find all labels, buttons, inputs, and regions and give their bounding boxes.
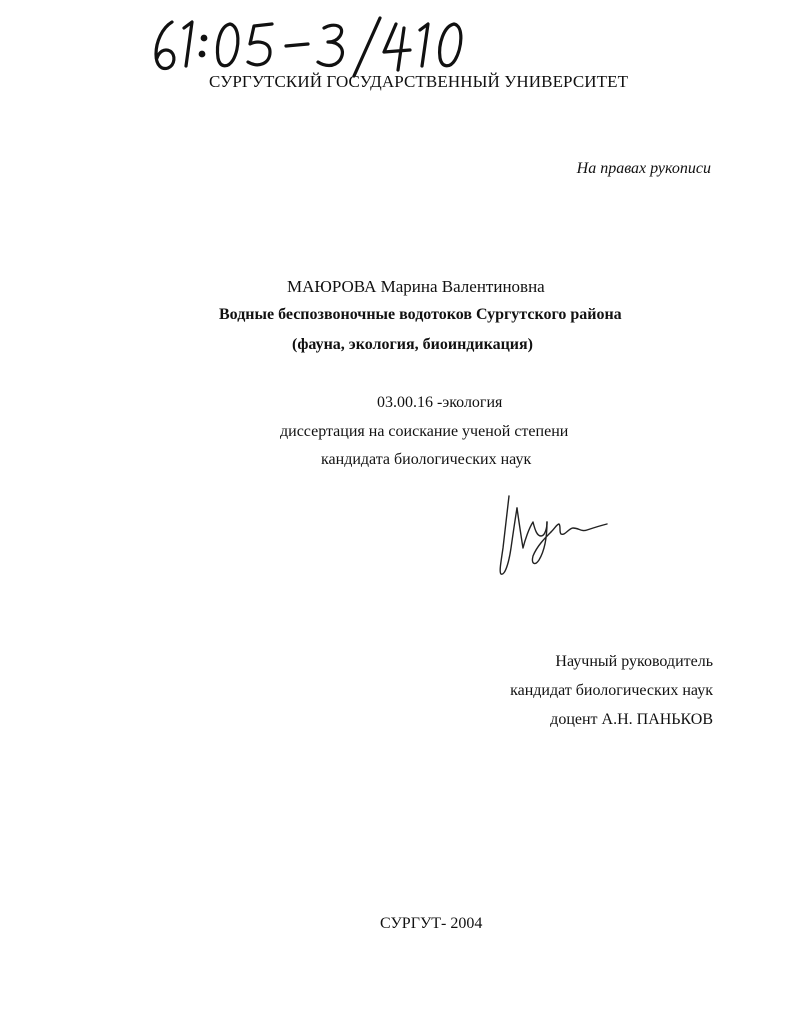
author-signature bbox=[495, 492, 610, 580]
manuscript-note: На правах рукописи bbox=[576, 160, 711, 177]
dissertation-title-line-1: Водные беспозвоночные водотоков Сургутского района bbox=[219, 306, 622, 323]
dissertation-title-line-2: (фауна, экология, биоиндикация) bbox=[292, 336, 533, 353]
degree-line-1: диссертация на соискание ученой степени bbox=[280, 423, 569, 440]
university-name: СУРГУТСКИЙ ГОСУДАРСТВЕННЫЙ УНИВЕРСИТЕТ bbox=[209, 72, 629, 91]
specialty-code: 03.00.16 -экология bbox=[377, 394, 503, 411]
advisor-role: Научный руководитель bbox=[555, 653, 713, 670]
degree-line-2: кандидата биологических наук bbox=[321, 451, 532, 468]
advisor-name: доцент А.Н. ПАНЬКОВ bbox=[550, 711, 713, 728]
city-year: СУРГУТ- 2004 bbox=[380, 915, 483, 932]
advisor-degree: кандидат биологических наук bbox=[510, 682, 713, 699]
author-name: МАЮРОВА Марина Валентиновна bbox=[287, 277, 545, 296]
